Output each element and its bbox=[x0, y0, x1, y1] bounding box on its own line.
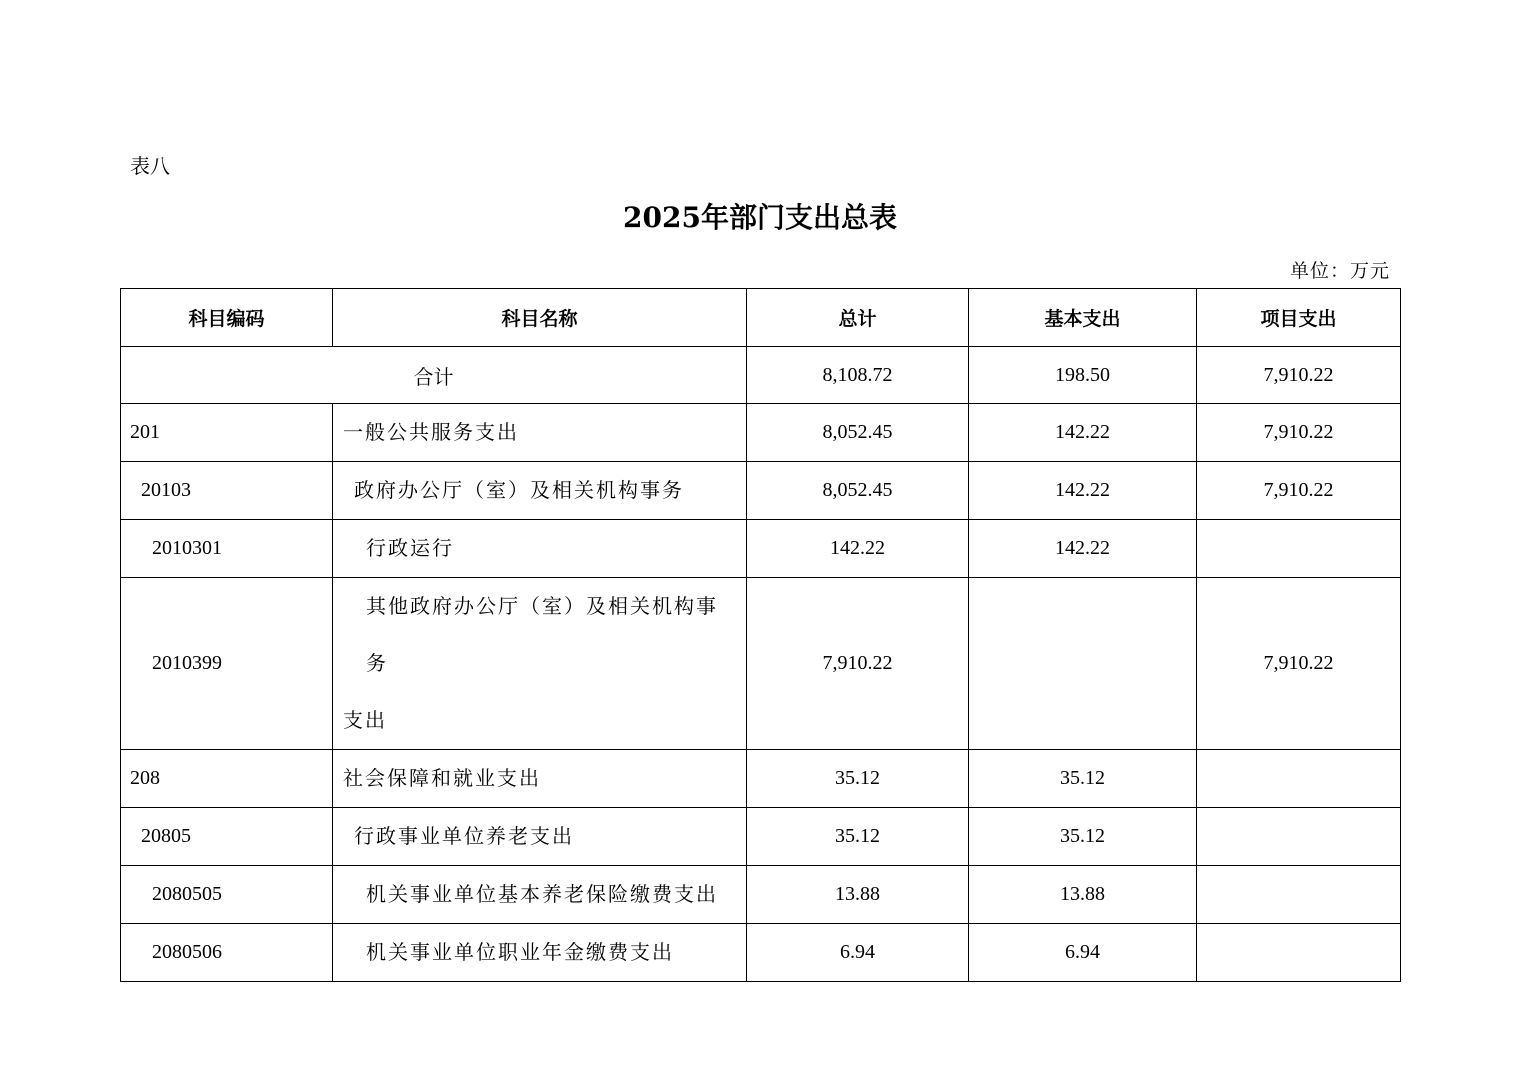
table-row bbox=[121, 750, 1401, 808]
document-title: 2025年部门支出总表 bbox=[623, 201, 897, 234]
total-row bbox=[121, 347, 1401, 404]
row-total: 6.94 bbox=[747, 924, 969, 982]
row-project bbox=[1197, 750, 1401, 808]
row-basic: 142.22 bbox=[969, 404, 1197, 462]
subject-code: 208 bbox=[121, 750, 333, 808]
table-header-row bbox=[121, 289, 1401, 347]
total-sum: 8,108.72 bbox=[747, 347, 969, 404]
row-total: 35.12 bbox=[747, 750, 969, 808]
row-basic: 35.12 bbox=[969, 750, 1197, 808]
table-row bbox=[121, 578, 1401, 750]
subject-name: 社会保障和就业支出 bbox=[333, 750, 747, 808]
header-total: 总计 bbox=[747, 289, 969, 347]
row-project bbox=[1197, 924, 1401, 982]
total-basic: 198.50 bbox=[969, 347, 1197, 404]
total-project: 7,910.22 bbox=[1197, 347, 1401, 404]
row-basic: 142.22 bbox=[969, 462, 1197, 520]
table-row bbox=[121, 404, 1401, 462]
row-basic: 35.12 bbox=[969, 808, 1197, 866]
subject-code: 20805 bbox=[121, 808, 333, 866]
row-project: 7,910.22 bbox=[1197, 578, 1401, 750]
row-project: 7,910.22 bbox=[1197, 462, 1401, 520]
header-subject-code: 科目编码 bbox=[121, 289, 333, 347]
subject-name bbox=[333, 578, 747, 750]
subject-name: 机关事业单位基本养老保险缴费支出 bbox=[333, 866, 747, 924]
row-project bbox=[1197, 520, 1401, 578]
row-project bbox=[1197, 866, 1401, 924]
row-total: 35.12 bbox=[747, 808, 969, 866]
subject-code: 20103 bbox=[121, 462, 333, 520]
subject-name: 政府办公厅（室）及相关机构事务 bbox=[333, 462, 747, 520]
row-total: 13.88 bbox=[747, 866, 969, 924]
header-subject-name: 科目名称 bbox=[333, 289, 747, 347]
row-basic: 6.94 bbox=[969, 924, 1197, 982]
expenditure-table bbox=[120, 288, 1401, 982]
table-row bbox=[121, 462, 1401, 520]
subject-name: 一般公共服务支出 bbox=[333, 404, 747, 462]
row-basic bbox=[969, 578, 1197, 750]
row-total: 7,910.22 bbox=[747, 578, 969, 750]
header-basic-expenditure: 基本支出 bbox=[969, 289, 1197, 347]
subject-code: 2080506 bbox=[121, 924, 333, 982]
subject-name-line-1: 其他政府办公厅（室）及相关机构事务 bbox=[366, 594, 718, 675]
unit-label: 单位：万元 bbox=[1289, 260, 1390, 282]
row-basic: 142.22 bbox=[969, 520, 1197, 578]
subject-code: 2080505 bbox=[121, 866, 333, 924]
row-basic: 13.88 bbox=[969, 866, 1197, 924]
row-project: 7,910.22 bbox=[1197, 404, 1401, 462]
subject-name-line-2: 支出 bbox=[343, 708, 387, 732]
table-row bbox=[121, 520, 1401, 578]
row-total: 8,052.45 bbox=[747, 462, 969, 520]
subject-code: 2010399 bbox=[121, 578, 333, 750]
header-project-expenditure: 项目支出 bbox=[1197, 289, 1401, 347]
table-row bbox=[121, 808, 1401, 866]
table-number-label: 表八 bbox=[130, 154, 170, 178]
subject-name: 行政事业单位养老支出 bbox=[333, 808, 747, 866]
subject-code: 2010301 bbox=[121, 520, 333, 578]
row-total: 142.22 bbox=[747, 520, 969, 578]
subject-name: 行政运行 bbox=[333, 520, 747, 578]
subject-code: 201 bbox=[121, 404, 333, 462]
row-project bbox=[1197, 808, 1401, 866]
table-row bbox=[121, 924, 1401, 982]
subject-name: 机关事业单位职业年金缴费支出 bbox=[333, 924, 747, 982]
total-label: 合计 bbox=[121, 347, 747, 404]
table-row bbox=[121, 866, 1401, 924]
row-total: 8,052.45 bbox=[747, 404, 969, 462]
